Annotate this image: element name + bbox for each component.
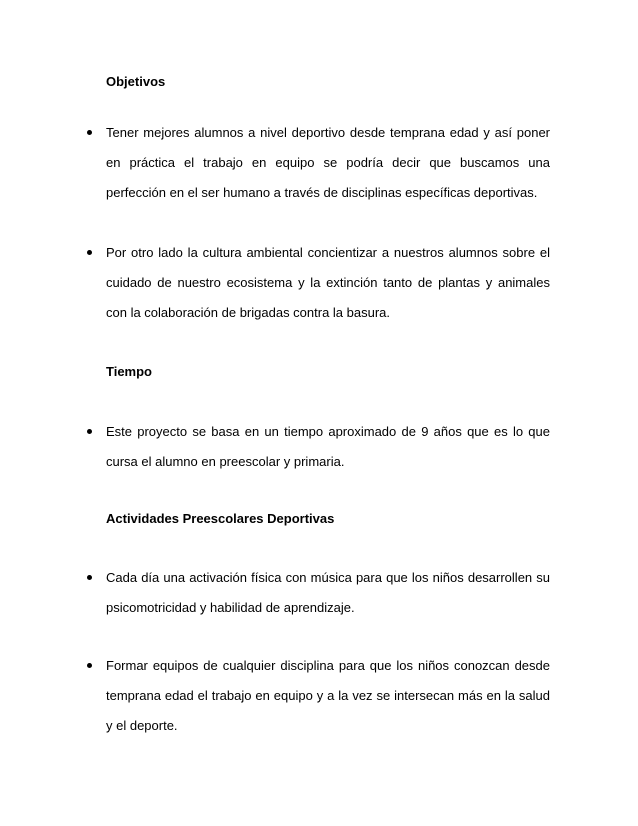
paragraph-tiempo-1: Este proyecto se basa en un tiempo aproximado de 9 años que es lo que cursa el alumno en preescolar y primaria.: [106, 424, 550, 469]
bullet-dot-icon: [87, 575, 92, 580]
heading-actividades: Actividades Preescolares Deportivas: [106, 511, 335, 526]
bullet-dot-icon: [87, 429, 92, 434]
heading-objetivos: Objetivos: [106, 74, 166, 89]
heading-tiempo: Tiempo: [106, 364, 152, 379]
paragraph-objetivos-2: Por otro lado la cultura ambiental concientizar a nuestros alumnos sobre el cuidado de nuestro ecosistema y la extinción tanto de plantas y animales con la colaboración de brigadas contra la basura.: [106, 245, 550, 320]
bullet-dot-icon: [87, 250, 92, 255]
bullet-dot-icon: [87, 663, 92, 668]
paragraph-objetivos-1: Tener mejores alumnos a nivel deportivo desde temprana edad y así poner en práctica el trabajo en equipo se podría decir que buscamos una perfección en el ser humano a través de disciplinas específicas deportivas.: [106, 125, 550, 200]
paragraph-actividades-1: Cada día una activación física con música para que los niños desarrollen su psicomotricidad y habilidad de aprendizaje.: [106, 570, 550, 615]
bullet-dot-icon: [87, 130, 92, 135]
paragraph-actividades-2: Formar equipos de cualquier disciplina para que los niños conozcan desde temprana edad el trabajo en equipo y a la vez se intersecan más en la salud y el deporte.: [106, 658, 550, 733]
